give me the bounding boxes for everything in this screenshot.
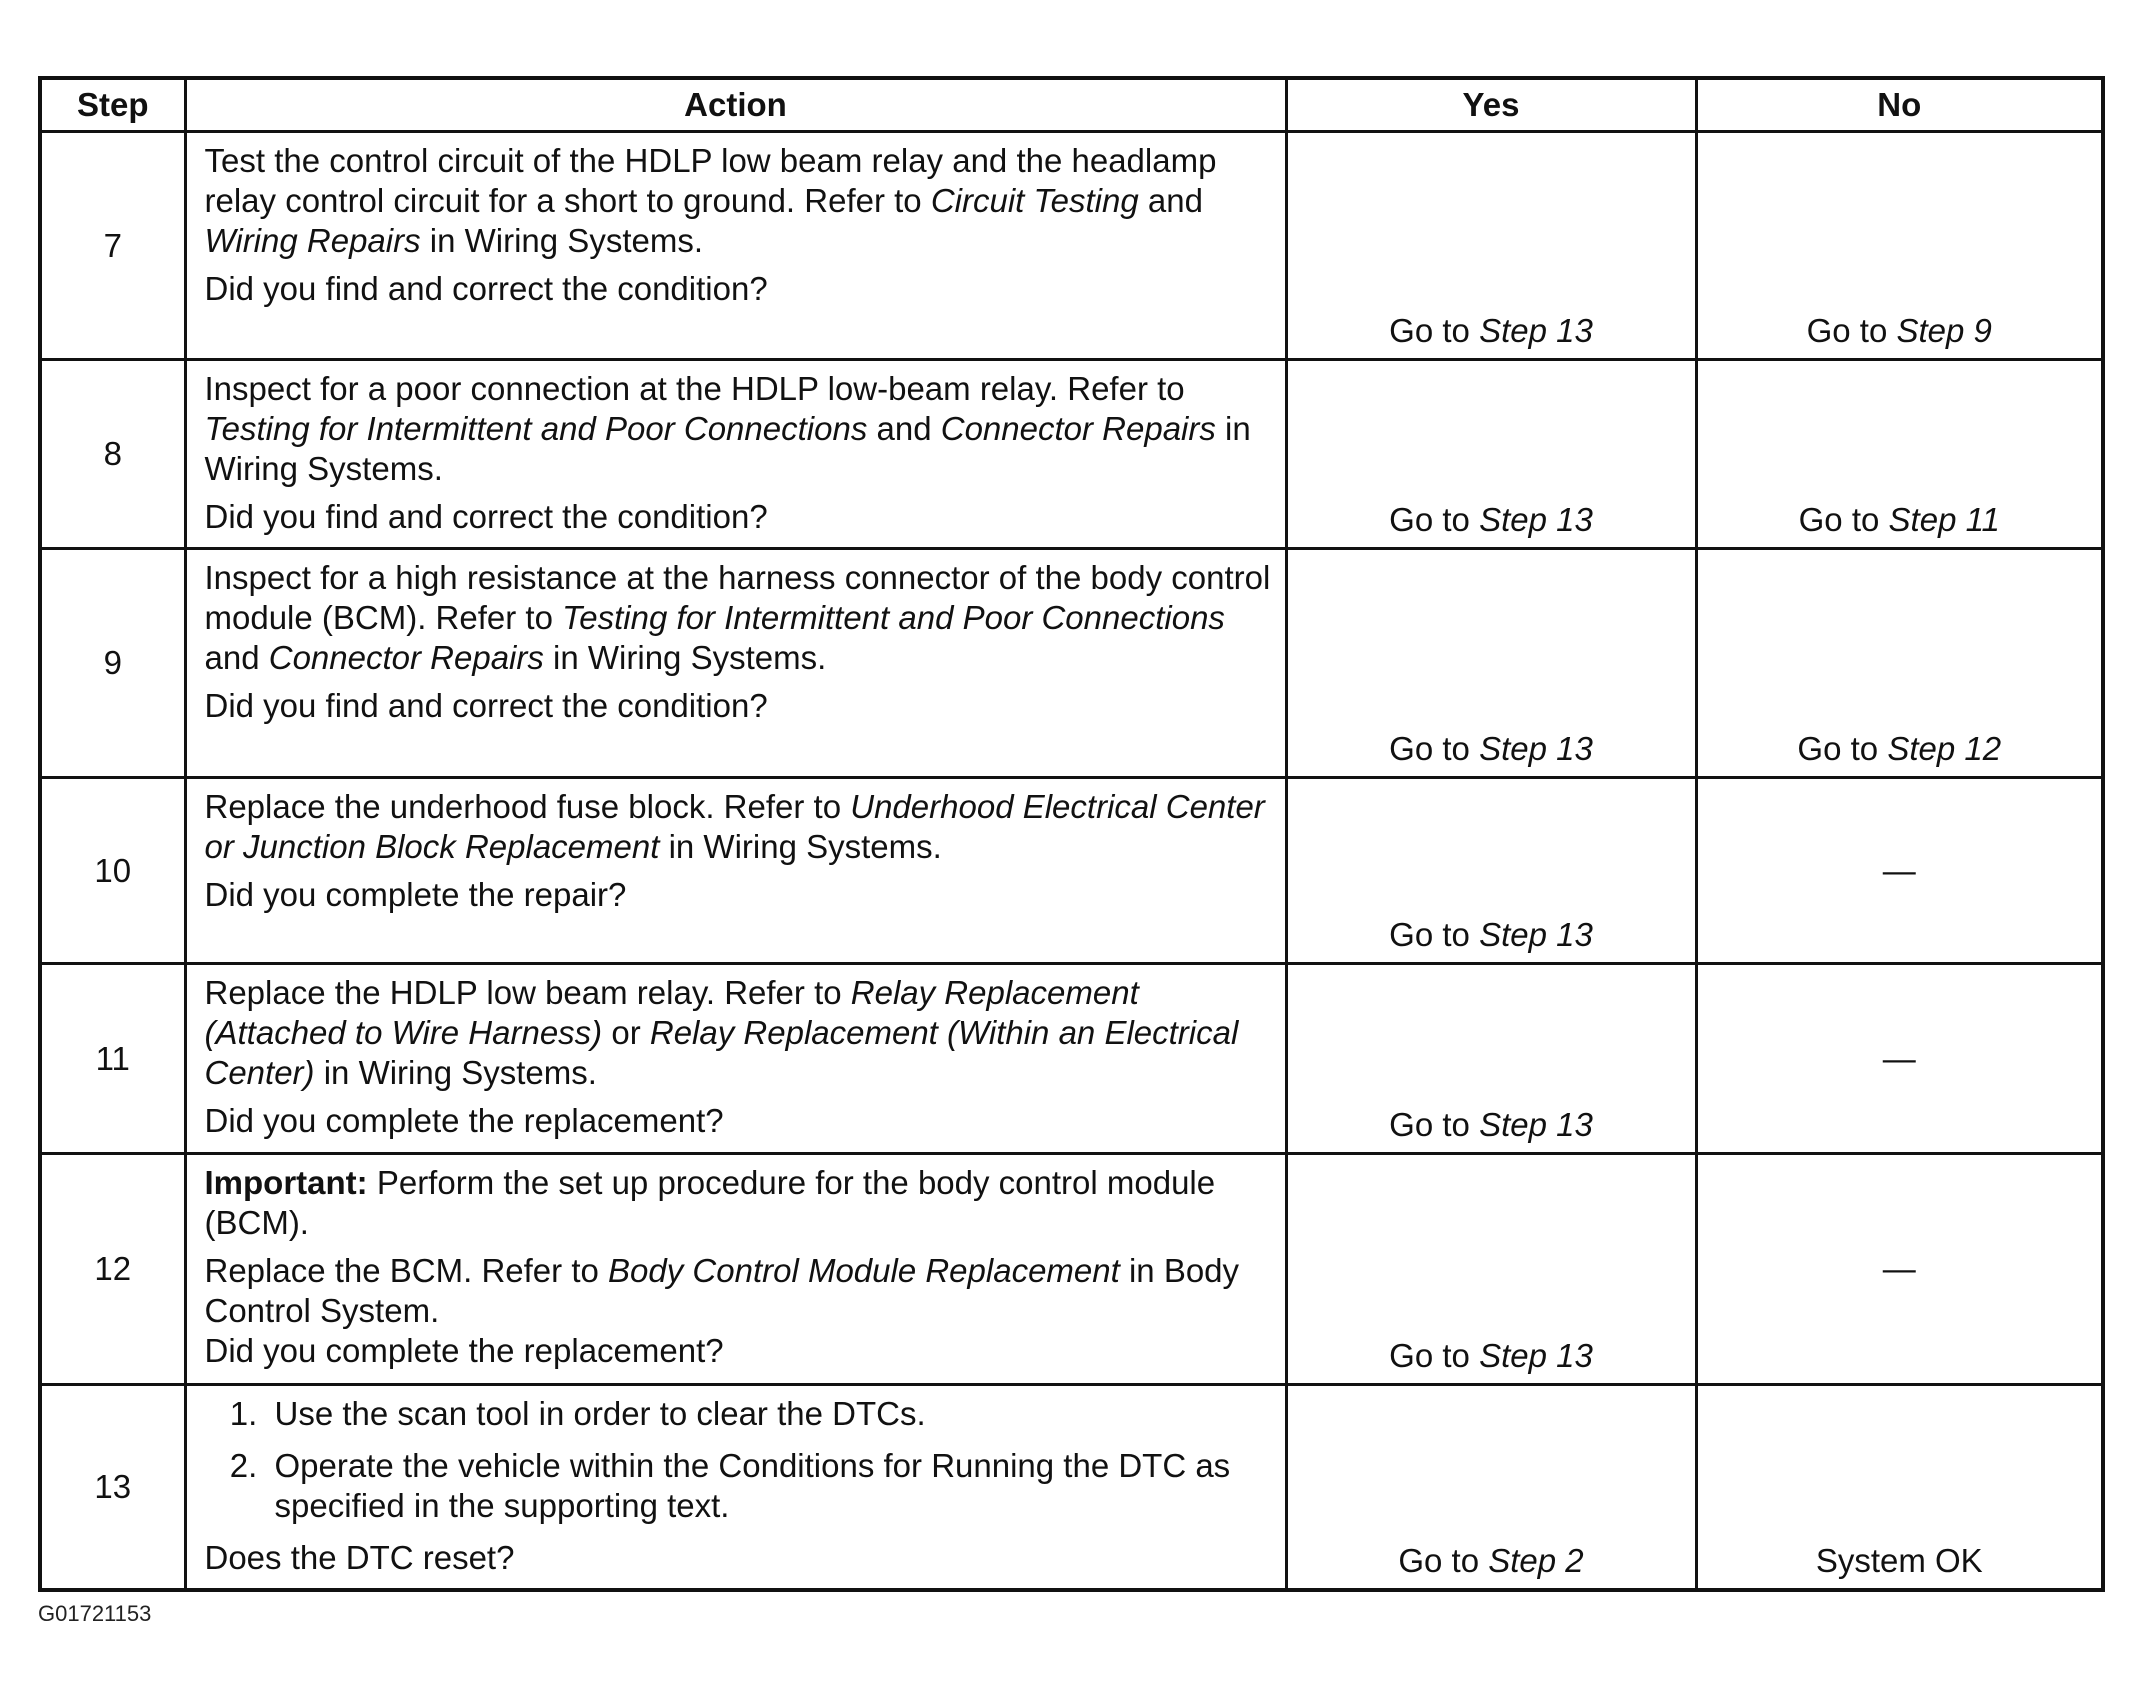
action-question: Does the DTC reset?	[204, 1539, 515, 1576]
reference-link[interactable]: Circuit Testing	[930, 182, 1139, 219]
reference-link[interactable]: Connector Repairs	[268, 639, 544, 676]
action-text: Replace the BCM. Refer to Body Control Module Replacement in Body Control System.	[204, 1252, 1240, 1329]
step-number: 7	[40, 132, 185, 360]
step-number: 12	[40, 1154, 185, 1385]
table-row-step-11	[40, 964, 2103, 1154]
no-cell	[1696, 1154, 2103, 1385]
action-question: Did you complete the repair?	[204, 876, 627, 913]
figure-id: G01721153	[38, 1601, 152, 1626]
reference-link[interactable]: Connector Repairs	[940, 410, 1216, 447]
header-no: No	[1696, 78, 2103, 132]
step-link[interactable]: Step 13	[1479, 916, 1593, 953]
step-link[interactable]: Step 12	[1887, 730, 2002, 767]
yes-cell: Go to Step 2	[1286, 1385, 1696, 1591]
action-cell	[185, 1154, 1286, 1385]
action-question: Did you find and correct the condition?	[204, 498, 768, 535]
no-cell: Go to Step 9	[1696, 132, 2103, 360]
table-row-step-10	[40, 778, 2103, 964]
dash-icon: —	[1882, 1250, 1916, 1287]
diagnostic-table	[38, 76, 2105, 1592]
action-cell	[185, 1385, 1286, 1591]
action-text: Inspect for a poor connection at the HDLP low-beam relay. Refer to Testing for Intermittent and Poor Connections and Connector Repairs in Wiring Systems.	[204, 370, 1251, 487]
dash-icon: —	[1882, 851, 1916, 889]
step-link[interactable]: Step 13	[1479, 1106, 1593, 1143]
list-item: 2. Operate the vehicle within the Conditions for Running the DTC as specified in the supporting text.	[267, 1446, 1271, 1526]
step-number: 13	[40, 1385, 185, 1591]
yes-cell: Go to Step 13	[1286, 778, 1696, 964]
reference-link[interactable]: Underhood Electrical Center or Junction Block Replacement	[204, 788, 1265, 865]
header-step: Step	[40, 78, 185, 132]
header-action: Action	[185, 78, 1286, 132]
table-row-step-12	[40, 1154, 2103, 1385]
step-link[interactable]: Step 13	[1479, 501, 1593, 538]
important-label: Important:	[204, 1164, 368, 1201]
no-cell	[1696, 778, 2103, 964]
no-cell: System OK	[1696, 1385, 2103, 1591]
step-number: 8	[40, 360, 185, 549]
reference-link[interactable]: Body Control Module Replacement	[608, 1252, 1120, 1289]
yes-cell: Go to Step 13	[1286, 360, 1696, 549]
yes-cell: Go to Step 13	[1286, 1154, 1696, 1385]
step-link[interactable]: Step 9	[1896, 312, 1992, 349]
table-row-step-7	[40, 132, 2103, 360]
important-note: Important: Perform the set up procedure for the body control module (BCM).	[204, 1164, 1216, 1241]
yes-cell: Go to Step 13	[1286, 132, 1696, 360]
reference-link[interactable]: Relay Replacement (Attached to Wire Harness)	[204, 974, 1139, 1051]
header-yes: Yes	[1286, 78, 1696, 132]
reference-link[interactable]: Relay Replacement (Within an Electrical Center)	[204, 1014, 1239, 1091]
no-cell: Go to Step 12	[1696, 549, 2103, 778]
dash-icon: —	[1882, 1039, 1916, 1077]
step-number: 10	[40, 778, 185, 964]
action-question: Did you find and correct the condition?	[204, 270, 768, 307]
action-question: Did you complete the replacement?	[204, 1102, 724, 1139]
table-row-step-8	[40, 360, 2103, 549]
action-text: Test the control circuit of the HDLP low beam relay and the headlamp relay control circuit for a short to ground. Refer to Circuit Testing and Wiring Repairs in Wiring Systems.	[204, 142, 1217, 259]
reference-link[interactable]: Testing for Intermittent and Poor Connections	[204, 410, 868, 447]
action-cell	[185, 778, 1286, 964]
step-link[interactable]: Step 13	[1479, 312, 1593, 349]
yes-cell: Go to Step 13	[1286, 549, 1696, 778]
step-link[interactable]: Step 13	[1479, 730, 1593, 767]
action-question: Did you complete the replacement?	[204, 1332, 724, 1369]
action-cell	[185, 549, 1286, 778]
action-cell	[185, 360, 1286, 549]
step-link[interactable]: Step 13	[1479, 1337, 1593, 1374]
action-text: Replace the underhood fuse block. Refer to Underhood Electrical Center or Junction Block Replacement in Wiring Systems.	[204, 788, 1265, 865]
header-row	[40, 78, 2103, 132]
action-question: Did you find and correct the condition?	[204, 687, 768, 724]
action-cell	[185, 964, 1286, 1154]
action-text: Inspect for a high resistance at the harness connector of the body control module (BCM). Refer to Testing for Intermittent and Poor Connections and Connector Repairs in Wiring Systems.	[204, 559, 1271, 676]
yes-cell: Go to Step 13	[1286, 964, 1696, 1154]
reference-link[interactable]: Testing for Intermittent and Poor Connections	[562, 599, 1225, 636]
reference-link[interactable]: Wiring Repairs	[204, 222, 421, 259]
step-link[interactable]: Step 11	[1888, 501, 2000, 538]
table-row-step-9	[40, 549, 2103, 778]
no-cell	[1696, 964, 2103, 1154]
action-text: Replace the HDLP low beam relay. Refer to Relay Replacement (Attached to Wire Harness) or Relay Replacement (Within an Electrical Center) in Wiring Systems.	[204, 974, 1239, 1091]
table-row-step-13	[40, 1385, 2103, 1591]
step-link[interactable]: Step 2	[1488, 1542, 1584, 1579]
action-cell	[185, 132, 1286, 360]
list-item: 1. Use the scan tool in order to clear the DTCs.	[267, 1394, 1271, 1434]
step-number: 9	[40, 549, 185, 778]
action-list	[205, 1394, 1271, 1526]
no-cell: Go to Step 11	[1696, 360, 2103, 549]
step-number: 11	[40, 964, 185, 1154]
